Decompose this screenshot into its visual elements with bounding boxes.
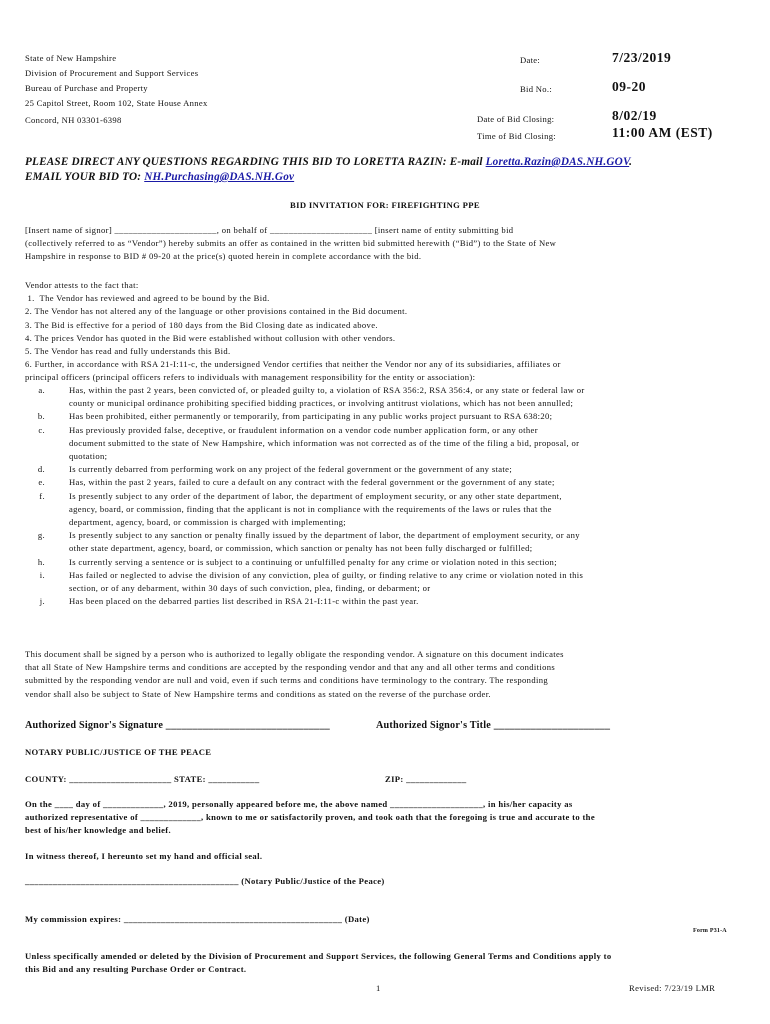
address-line: State of New Hampshire (25, 53, 117, 63)
general-terms-line: Unless specifically amended or deleted by the Division of Procurement and Support Services, the following General Terms and Conditions apply to (25, 951, 612, 961)
form-id: Form P31-A (693, 928, 727, 934)
notary-heading: NOTARY PUBLIC/JUSTICE OF THE PEACE (25, 747, 212, 757)
witness-text: In witness thereof, I hereunto set my hand and official seal. (25, 851, 263, 861)
attests-list (25, 279, 755, 385)
agency-address-block (25, 51, 208, 128)
item-letter: g. (37, 530, 45, 541)
bid-no-label: Bid No.: (520, 84, 553, 94)
attests-line: 3. The Bid is effective for a period of 180 days from the Bid Closing date as indicated above. (25, 319, 378, 330)
attests-line: 6. Further, in accordance with RSA 21-I:11-c, the undersigned Vendor certifies that neither the Vendor nor any of its subsidiaries, affiliates or (25, 359, 561, 370)
item-line: Has, within the past 2 years, been convicted of, or pleaded guilty to, a violation of RSA 356:2, RSA 356:4, or any state or federal law or (69, 385, 585, 395)
intro-paragraph (25, 224, 755, 264)
certification-item (25, 529, 745, 555)
attests-line: 2. The Vendor has not altered any of the language or other provisions contained in the Bid document. (25, 306, 408, 317)
certification-item (25, 595, 745, 608)
commission-expires-field[interactable]: My commission expires: _______________________________________________ (Date) (25, 914, 370, 924)
notary-signature-field[interactable]: ______________________________________________ (Notary Public/Justice of the Peace) (25, 876, 385, 886)
certification-item (25, 384, 745, 410)
certification-item (25, 490, 745, 530)
bid-title: BID INVITATION FOR: FIREFIGHTING PPE (290, 200, 480, 210)
item-line: Has been prohibited, either permanently or temporarily, from participating in any public works project pursuant to RSA 638:20; (69, 411, 553, 422)
intro-line: (collectively referred to as “Vendor”) hereby submits an offer as contained in the written bid submitted herewith (“Bid”) to the State of New (25, 238, 557, 249)
general-terms-line: this Bid and any resulting Purchase Order or Contract. (25, 964, 247, 975)
item-line: agency, board, or commission, finding that the applicant is not in compliance with the requirements of the laws or rules that the (69, 503, 552, 514)
intro-line: Hampshire in response to BID # 09-20 at the price(s) quoted herein in complete accordance with the bid. (25, 251, 422, 262)
item-letter: h. (37, 556, 45, 567)
item-line: quotation; (69, 451, 108, 462)
item-letter: b. (37, 411, 45, 422)
item-line: Has failed or neglected to advise the division of any conviction, plea of guilty, or finding relative to any crime or violation noted in this (69, 569, 584, 580)
notary-appeared-paragraph (25, 798, 760, 838)
item-line: Has previously provided false, deceptive, or fraudulent information on a vendor code number application form, or any other (69, 424, 538, 435)
item-line: document submitted to the state of New Hampshire, which information was not corrected as of the time of the filing a bid, proposal, or (69, 437, 580, 448)
item-line: department, agency, board, or commission is charged with implementing; (69, 517, 346, 528)
revised-stamp: Revised: 7/23/19 LMR (629, 983, 716, 993)
appeared-line: On the ____ day of _____________, 2019, personally appeared before me, the above named ____________________, in his/her capacity as (25, 799, 573, 809)
certification-item (25, 463, 745, 476)
certification-item (25, 476, 745, 489)
appeared-line: best of his/her knowledge and belief. (25, 825, 172, 836)
general-terms-paragraph (25, 950, 760, 976)
questions-text: PLEASE DIRECT ANY QUESTIONS REGARDING THIS BID TO LORETTA RAZIN: E-mail (25, 156, 486, 168)
signing-line: This document shall be signed by a person who is authorized to legally obligate the responding vendor. A signature on this document indicates (25, 649, 564, 659)
item-line: section, or of any debarment, within 30 days of such conviction, plea, finding, or debarment; or (69, 583, 431, 594)
item-line: Is presently subject to any sanction or penalty finally issued by the department of labor, the department of employment security, or any (69, 530, 580, 541)
attests-line: principal officers (principal officers refers to individuals with management responsibility for the entity or association): (25, 372, 476, 383)
item-line: Is presently subject to any order of the department of labor, the department of employment security, or any other state department, (69, 490, 562, 501)
attests-line: Vendor attests to the fact that: (25, 280, 139, 290)
signing-line: submitted by the responding vendor are null and void, even if such terms and conditions have terminology to the contrary. The responding (25, 675, 549, 686)
submit-text: EMAIL YOUR BID TO: (25, 171, 145, 183)
submit-email-link[interactable]: NH.Purchasing@DAS.NH.Gov (144, 171, 295, 183)
signor-title-field[interactable]: Authorized Signor's Title ______________________ (376, 720, 611, 731)
item-letter: f. (39, 490, 45, 501)
item-line: Is currently serving a sentence or is subject to a continuing or unfulfilled penalty for any crime or violation noted in this section; (69, 556, 557, 567)
item-letter: a. (38, 385, 45, 395)
item-letter: i. (39, 569, 45, 580)
attests-line: 4. The prices Vendor has quoted in the Bid were established without collusion with other vendors. (25, 332, 396, 343)
item-line: Has been placed on the debarred parties list described in RSA 21-I:11-c within the past year. (69, 596, 419, 607)
address-line: 25 Capitol Street, Room 102, State House Annex (25, 98, 208, 108)
appeared-line: authorized representative of _____________, known to me or satisfactorily proven, and took oath that the foregoing is true and accurate to the (25, 812, 595, 823)
closing-date-value: 8/02/19 (612, 108, 657, 123)
closing-time-value: 11:00 AM (EST) (612, 125, 713, 140)
signor-signature-field[interactable]: Authorized Signor's Signature _______________________________ (25, 720, 330, 731)
certification-item (25, 410, 745, 423)
attests-line: 1. The Vendor has reviewed and agreed to be bound by the Bid. (25, 293, 270, 304)
item-letter: e. (38, 477, 45, 488)
date-label: Date: (520, 55, 541, 65)
attests-line: 5. The Vendor has read and fully understands this Bid. (25, 346, 231, 357)
closing-date-label: Date of Bid Closing: (477, 114, 555, 124)
zip-field[interactable]: ZIP: _____________ (385, 774, 467, 784)
certification-items (25, 384, 745, 608)
address-line: Division of Procurement and Support Services (25, 68, 199, 78)
signing-paragraph (25, 648, 755, 701)
questions-email-link[interactable]: Loretta.Razin@DAS.NH.GOV (485, 156, 630, 168)
questions-suffix: . (629, 156, 633, 168)
submit-line (25, 170, 755, 185)
item-letter: j. (39, 596, 45, 607)
item-line: other state department, agency, board, or commission, which sanction or penalty has not been fully discharged or fulfilled; (69, 543, 533, 554)
certification-item (25, 556, 745, 569)
address-line: Bureau of Purchase and Property (25, 83, 148, 93)
date-value: 7/23/2019 (612, 50, 672, 65)
item-line: Is currently debarred from performing work on any project of the federal government or the government of any state; (69, 464, 513, 475)
signing-line: that all State of New Hampshire terms and conditions are accepted by the responding vendor and that any and all other terms and conditions (25, 662, 556, 673)
signing-line: vendor shall also be subject to State of New Hampshire terms and conditions as stated on the reverse of the purchase order. (25, 688, 491, 699)
item-letter: d. (37, 464, 45, 475)
item-line: Has, within the past 2 years, failed to cure a default on any contract with the federal government or the government of any state; (69, 477, 555, 488)
closing-time-label: Time of Bid Closing: (477, 131, 556, 141)
questions-line (25, 155, 755, 170)
county-state-field[interactable]: COUNTY: ______________________ STATE: ___________ (25, 774, 260, 784)
intro-line: [Insert name of signor] ______________________, on behalf of ______________________ [insert name of entity submitting bid (25, 225, 514, 235)
page-number: 1 (376, 983, 381, 993)
item-letter: c. (38, 424, 45, 435)
address-line: Concord, NH 03301-6398 (25, 115, 122, 125)
item-line: county or municipal ordinance prohibiting specified bidding practices, or involving antitrust violations, which has not been annulled; (69, 398, 574, 409)
certification-item (25, 569, 745, 595)
bid-no-value: 09-20 (612, 79, 646, 94)
certification-item (25, 424, 745, 464)
